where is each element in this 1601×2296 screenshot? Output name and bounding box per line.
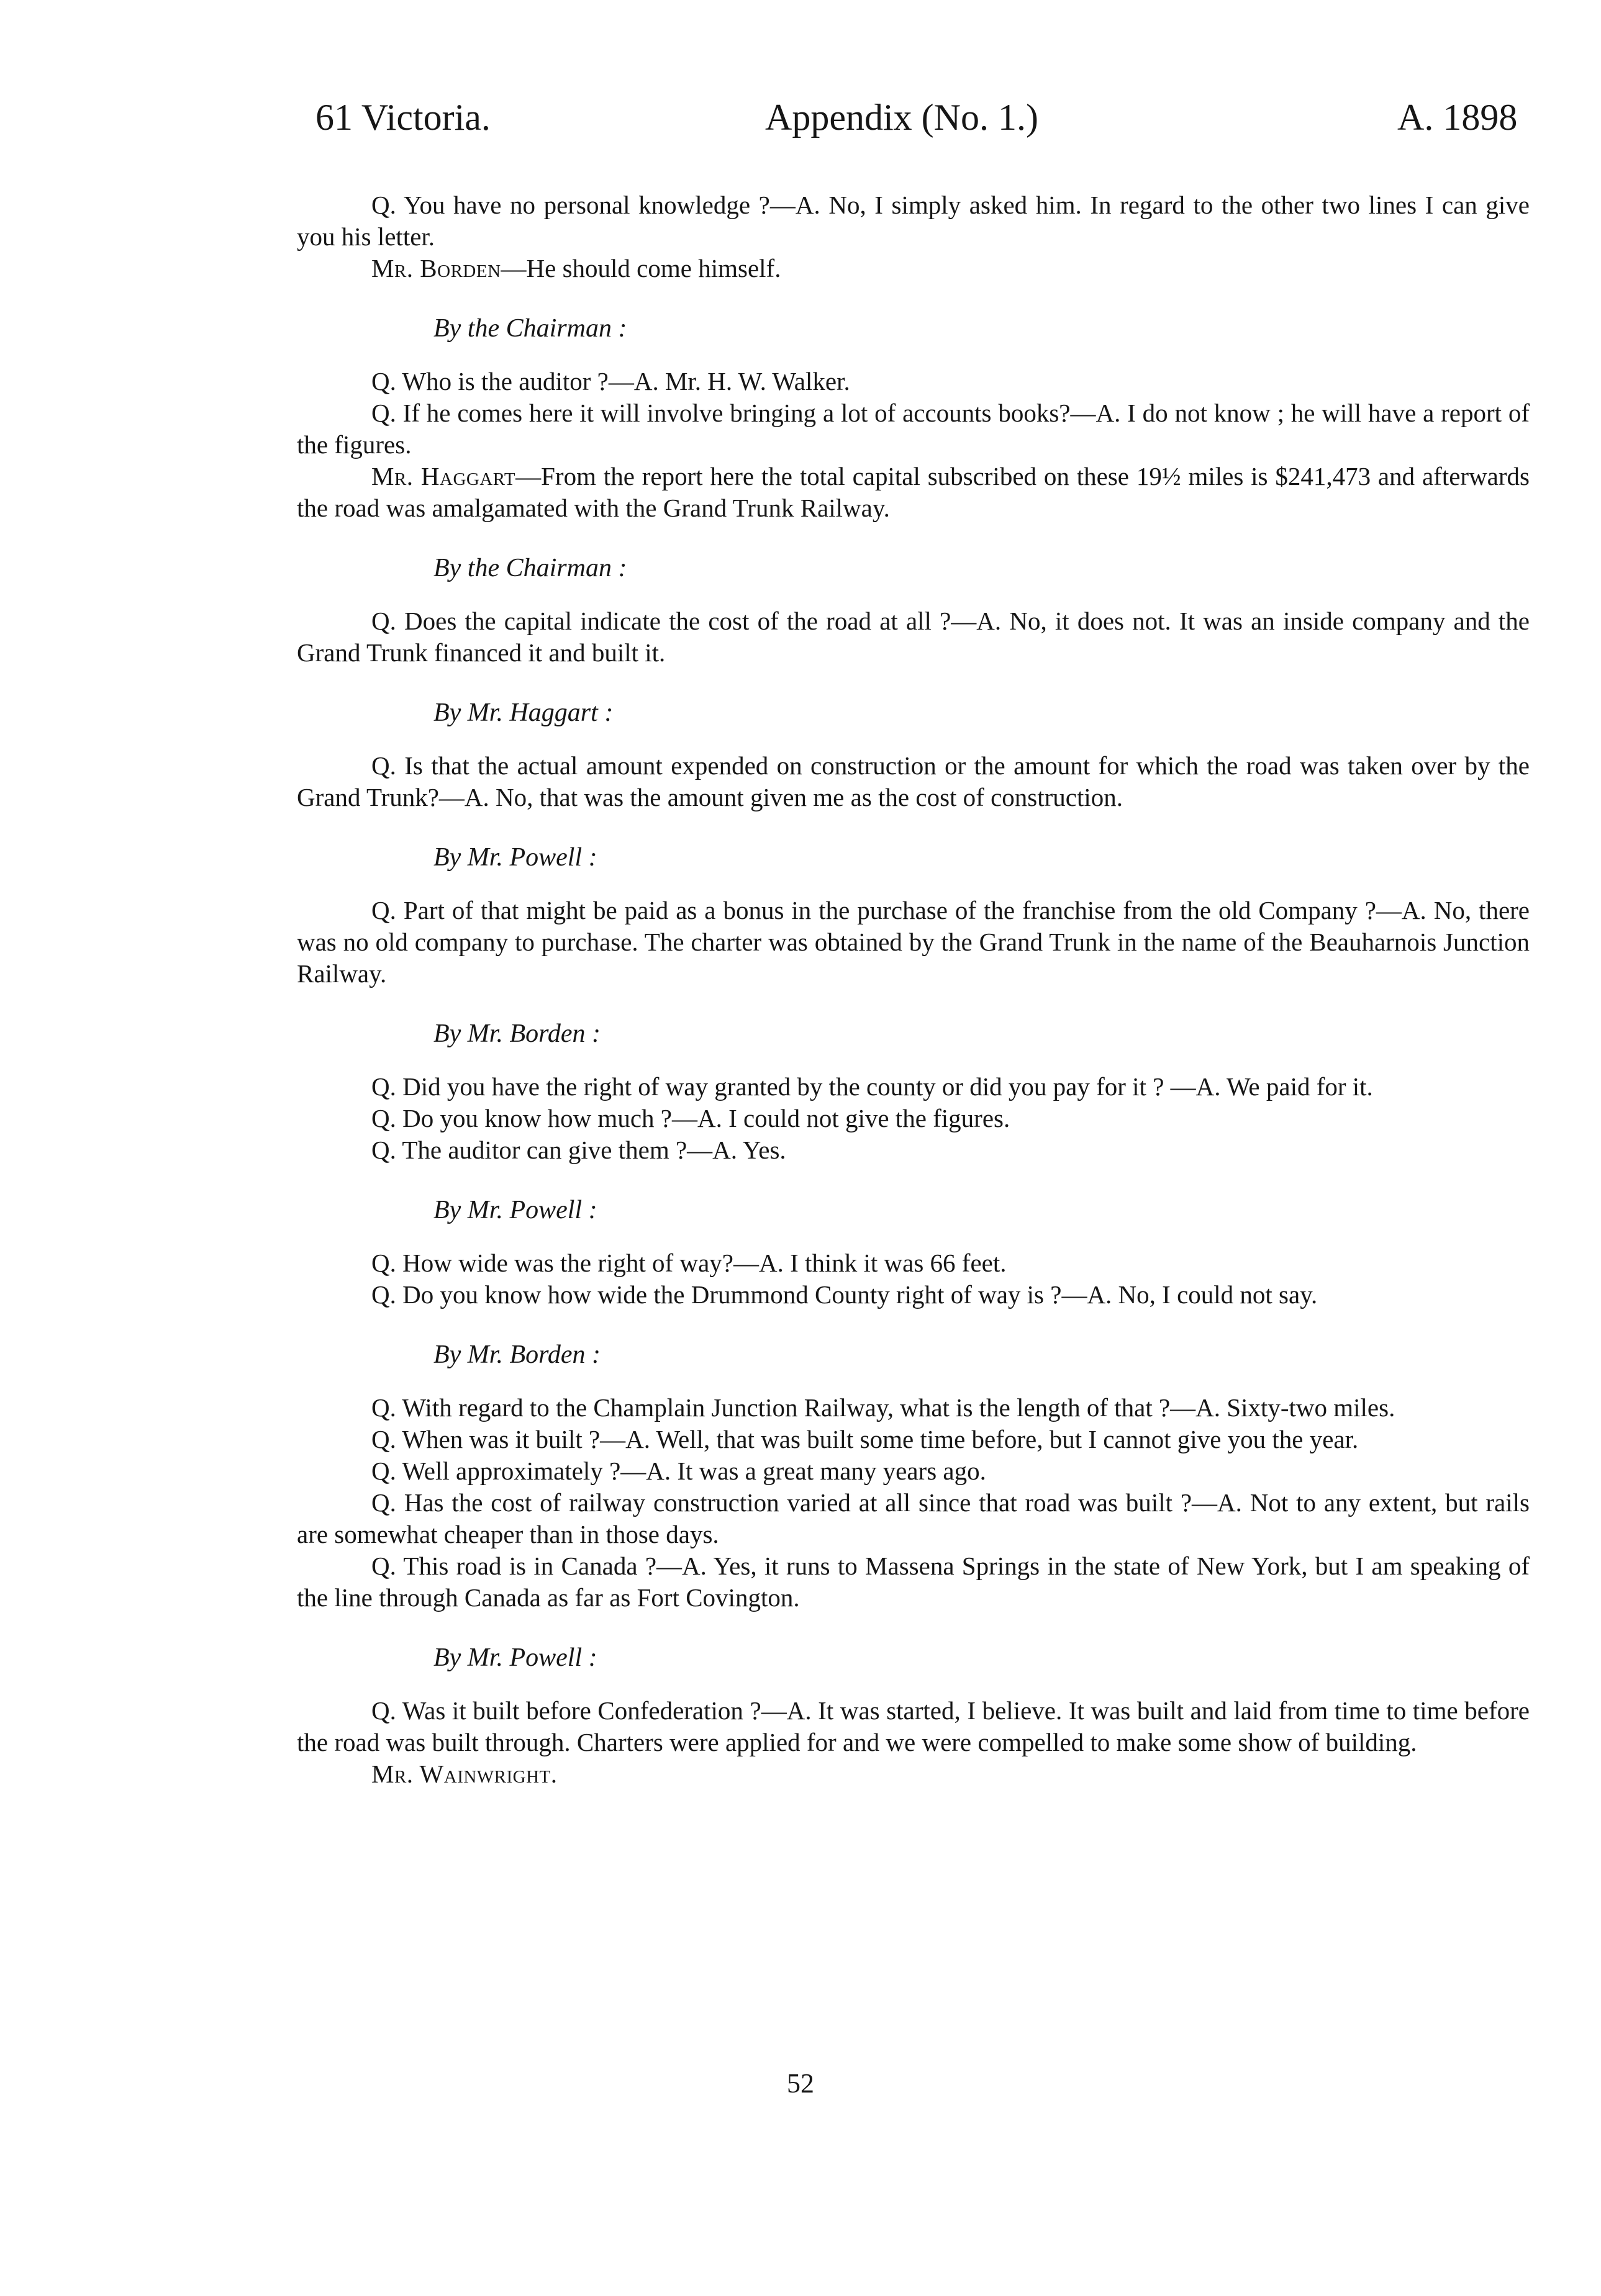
speaker-name: Mr. Haggart <box>371 462 516 490</box>
qa-paragraph: Q. When was it built ?—A. Well, that was built some time before, but I cannot give you the year. <box>371 1425 1359 1453</box>
examiner-heading: By Mr. Powell : <box>433 843 597 872</box>
remark-text: —From the report here the total capital subscribed on these 19½ miles is $241,473 and afterwards the road was amalgamated with the Grand Trunk Railway. <box>297 462 1530 522</box>
examiner-heading: By Mr. Borden : <box>433 1019 601 1048</box>
qa-paragraph: Q. Well approximately ?—A. It was a great many years ago. <box>371 1457 986 1485</box>
examiner-heading: By Mr. Powell : <box>433 1196 597 1224</box>
speaker-name: Mr. Borden <box>371 254 501 282</box>
qa-paragraph: Q. You have no personal knowledge ?—A. No, I simply asked him. In regard to the other two lines I can give you his letter. <box>297 191 1530 251</box>
qa-paragraph: Q. This road is in Canada ?—A. Yes, it runs to Massena Springs in the state of New York, but I am speaking of the line through Canada as far as Fort Covington. <box>297 1552 1530 1612</box>
qa-paragraph: Q. If he comes here it will involve bringing a lot of accounts books?—A. I do not know ; he will have a report of the figures. <box>297 399 1530 459</box>
examiner-heading: By the Chairman : <box>433 314 627 343</box>
qa-paragraph: Q. Has the cost of railway construction varied at all since that road was built ?—A. Not to any extent, but rails are somewhat cheaper than in those days. <box>297 1488 1530 1548</box>
examiner-heading: By Mr. Borden : <box>433 1340 601 1369</box>
running-header <box>0 96 1601 152</box>
qa-paragraph: Q. Was it built before Confederation ?—A. It was started, I believe. It was built and laid from time to time before the road was built through. Charters were applied for and we were compelled to make some show of building. <box>297 1696 1530 1756</box>
qa-paragraph: Q. How wide was the right of way?—A. I think it was 66 feet. <box>371 1249 1007 1277</box>
page-number: 52 <box>787 2068 814 2099</box>
qa-paragraph: Q. With regard to the Champlain Junction Railway, what is the length of that ?—A. Sixty-two miles. <box>371 1393 1395 1422</box>
speaker-remark <box>297 461 1530 524</box>
header-year: A. 1898 <box>1397 97 1518 138</box>
qa-paragraph: Q. The auditor can give them ?—A. Yes. <box>371 1136 786 1164</box>
qa-paragraph: Q. Do you know how much ?—A. I could not give the figures. <box>371 1104 1010 1132</box>
examiner-heading: By the Chairman : <box>433 554 627 582</box>
header-session: 61 Victoria. <box>315 97 491 138</box>
transcript-body <box>297 189 1530 1790</box>
qa-paragraph: Q. Did you have the right of way granted by the county or did you pay for it ? —A. We paid for it. <box>371 1072 1373 1101</box>
qa-paragraph: Q. Part of that might be paid as a bonus in the purchase of the franchise from the old Company ?—A. No, there was no old company to purchase. The charter was obtained by the Grand Trunk in the name of the Beauharnois Junction Railway. <box>297 896 1530 988</box>
remark-text: . <box>550 1760 558 1788</box>
remark-text: —He should come himself. <box>501 254 781 282</box>
speaker-remark <box>297 253 1530 284</box>
qa-paragraph: Q. Does the capital indicate the cost of the road at all ?—A. No, it does not. It was an inside company and the Grand Trunk financed it and built it. <box>297 607 1530 667</box>
qa-paragraph: Q. Is that the actual amount expended on construction or the amount for which the road was taken over by the Grand Trunk?—A. No, that was the amount given me as the cost of construction. <box>297 751 1530 811</box>
speaker-remark <box>297 1758 1530 1790</box>
qa-paragraph: Q. Do you know how wide the Drummond County right of way is ?—A. No, I could not say. <box>371 1280 1318 1309</box>
examiner-heading: By Mr. Powell : <box>433 1643 597 1672</box>
examiner-heading: By Mr. Haggart : <box>433 698 614 727</box>
header-appendix: Appendix (No. 1.) <box>765 97 1038 138</box>
speaker-name: Mr. Wainwright <box>371 1760 551 1788</box>
qa-paragraph: Q. Who is the auditor ?—A. Mr. H. W. Walker. <box>371 367 850 395</box>
